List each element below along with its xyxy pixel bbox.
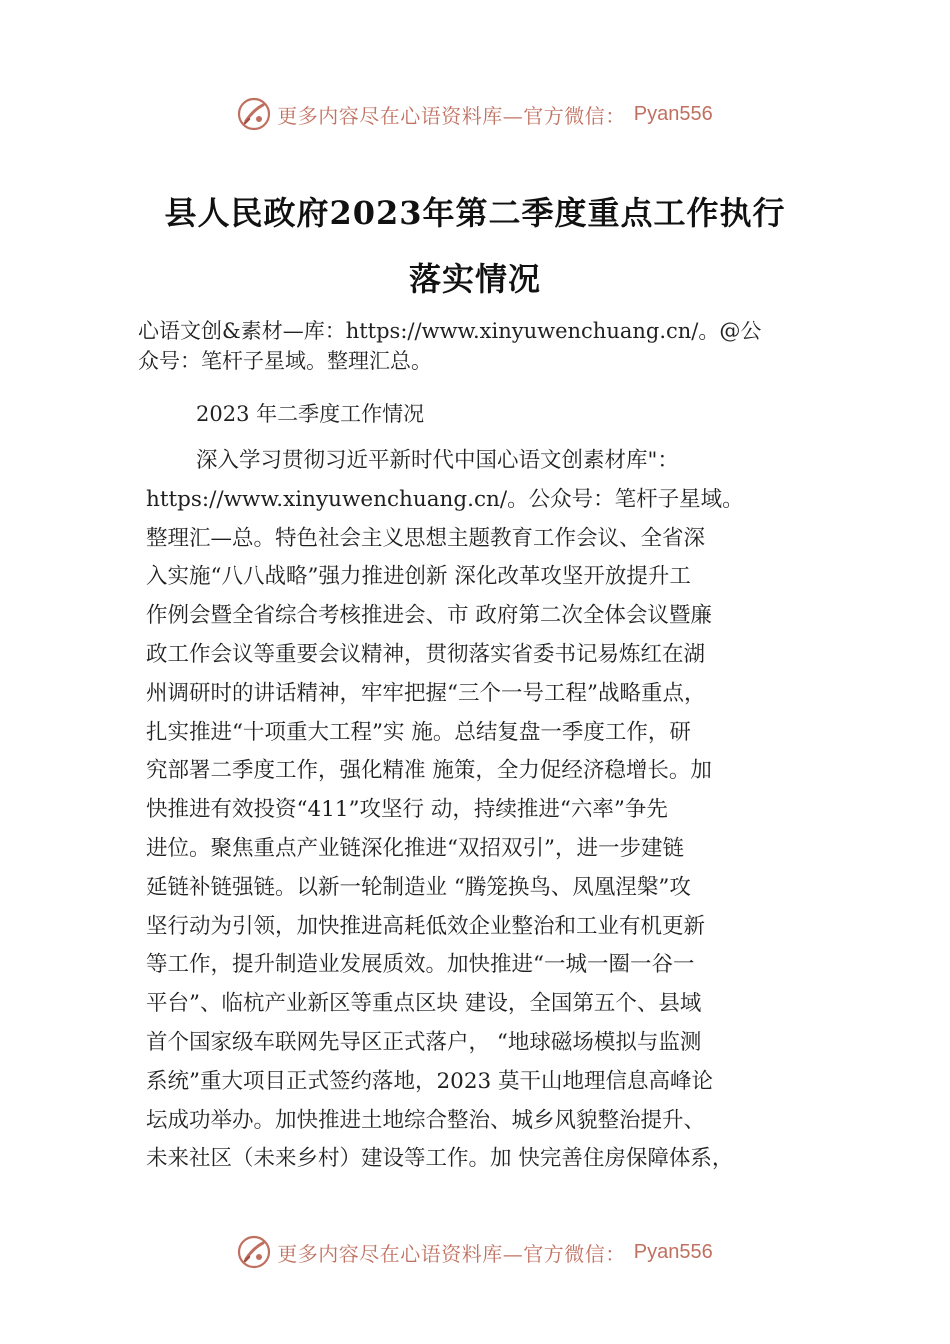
body-line: 进位。聚焦重点产业链深化推进“双招双引”，进一步建链	[146, 835, 684, 861]
footer-watermark	[0, 1232, 950, 1272]
body-line: 坚行动为引领，加快推进高耗低效企业整治和工业有机更新	[146, 913, 706, 939]
watermark-text: 更多内容尽在心语资料库—官方微信：	[277, 1241, 626, 1266]
body-line: 扎实推进“十项重大工程”实 施。总结复盘一季度工作，研	[146, 719, 691, 745]
body-line: 首个国家级车联网先导区正式落户， “地球磁场模拟与监测	[146, 1029, 702, 1055]
body-line: 延链补链强链。以新一轮制造业 “腾笼换鸟、凤凰涅槃”攻	[146, 874, 691, 900]
body-line: 坛成功举办。加快推进土地综合整治、城乡风貌整治提升、	[146, 1107, 706, 1133]
body-line: 未来社区（未来乡村）建设等工作。加 快完善住房保障体系，	[146, 1146, 734, 1172]
body-line: 政工作会议等重要会议精神，贯彻落实省委书记易炼红在湖	[146, 641, 706, 667]
body-line: 深入学习贯彻习近平新时代中国心语文创素材库"：	[196, 448, 679, 473]
body-line: 州调研时的讲话精神，牢牢把握“三个一号工程”战略重点，	[146, 680, 706, 706]
body-line: 平台”、临杭产业新区等重点区块 建设，全国第五个、县域	[146, 991, 702, 1017]
body-line: 作例会暨全省综合考核推进会、市 政府第二次全体会议暨廉	[146, 603, 712, 629]
watermark-wechat-id: Pyan556	[633, 1240, 713, 1263]
body-line: 等工作，提升制造业发展质效。加快推进“一城一圈一谷一	[146, 952, 695, 978]
watermark-wechat-id: Pyan556	[633, 102, 713, 125]
body-line: 系统”重大项目正式签约落地，2023 莫干山地理信息高峰论	[146, 1068, 714, 1094]
body-line: 快推进有效投资“411”攻坚行 动，持续推进“六率”争先	[146, 797, 668, 823]
document-title-line-2: 落实情况	[408, 260, 541, 298]
source-line-2: 众号：笔杆子星域。整理汇总。	[138, 349, 432, 373]
brush-logo-icon	[237, 97, 271, 131]
document-title-line-1: 县人民政府2023年第二季度重点工作执行	[164, 194, 786, 232]
section-heading: 2023 年二季度工作情况	[196, 402, 425, 426]
source-note	[138, 316, 828, 376]
body-line: 整理汇—总。特色社会主义思想主题教育工作会议、全省深	[146, 525, 706, 551]
header-watermark	[0, 94, 950, 134]
body-line: 究部署二季度工作，强化精准 施策，全力促经济稳增长。加	[146, 758, 712, 784]
body-paragraph	[146, 442, 826, 1179]
source-line-1: 心语文创&素材—库：https://www.xinyuwenchuang.cn/。@公	[138, 319, 762, 343]
body-line: 入实施“八八战略”强力推进创新 深化改革攻坚开放提升工	[146, 564, 691, 590]
body-line: https://www.xinyuwenchuang.cn/。公众号：笔杆子星域。	[146, 486, 744, 512]
watermark-text: 更多内容尽在心语资料库—官方微信：	[277, 103, 626, 128]
brush-logo-icon	[237, 1235, 271, 1269]
